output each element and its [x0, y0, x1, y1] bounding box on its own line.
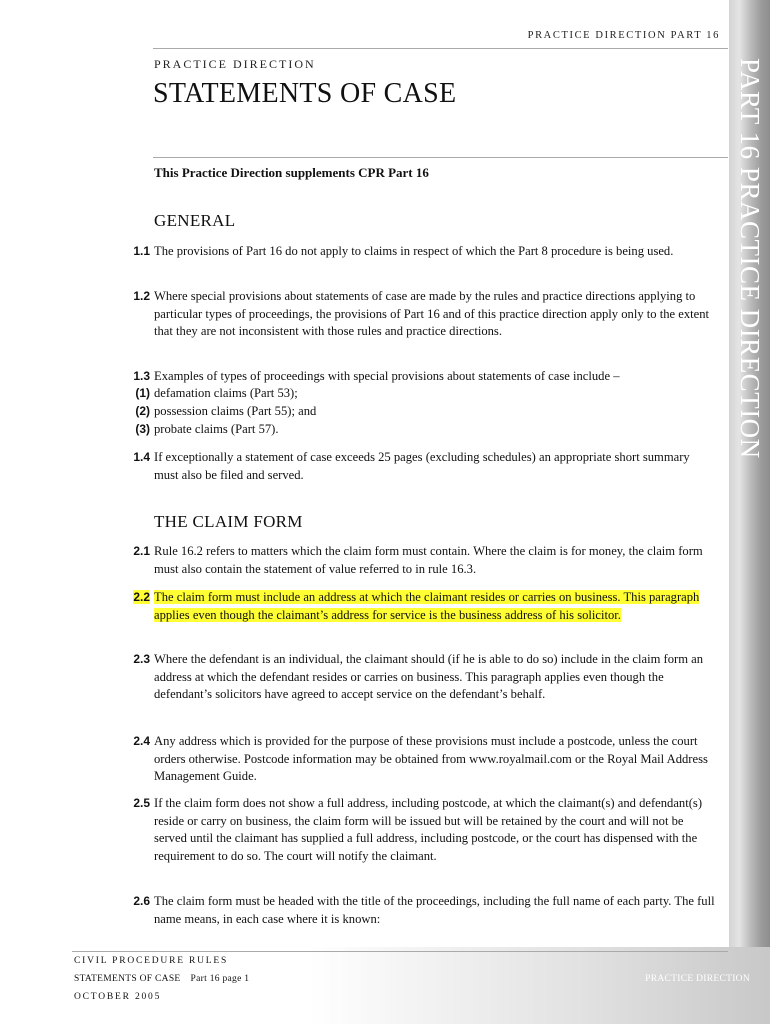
- paragraph-number: 1.2: [133, 289, 150, 303]
- paragraph-number: 1.1: [133, 244, 150, 258]
- paragraph-text: Any address which is provided for the purpose of these provisions must include a postcode, unless the court orders otherwise. Postcode information may be obtained from www.royalmail.com or the Royal Mail Address Management Guide.: [154, 734, 708, 783]
- paragraph-text: Examples of types of proceedings with special provisions about statements of case include –: [154, 369, 620, 383]
- paragraph-text: The claim form must be headed with the title of the proceedings, including the full name of each party. The full name means, in each case where it is known:: [154, 894, 715, 926]
- paragraph-2-3: [108, 651, 716, 704]
- list-item-3: [108, 421, 716, 439]
- list-text: probate claims (Part 57).: [154, 422, 279, 436]
- list-number: (2): [135, 404, 150, 418]
- section-heading-general: GENERAL: [154, 211, 236, 230]
- paragraph-number: 2.1: [133, 544, 150, 558]
- top-divider: [153, 48, 728, 49]
- paragraph-number: 2.5: [133, 796, 150, 810]
- paragraph-number: 2.4: [133, 734, 150, 748]
- practice-direction-label: PRACTICE DIRECTION: [154, 57, 316, 71]
- supplements-note: This Practice Direction supplements CPR Part 16: [154, 165, 429, 180]
- paragraph-number: 2.3: [133, 652, 150, 666]
- paragraph-text: Where the defendant is an individual, the claimant should (if he is able to do so) include in the claim form an address at which the defendant resides or carries on business. This paragraph applies even though the defendant’s solicitors have agreed to accept service on the defendant’s behalf.: [154, 652, 704, 701]
- paragraph-2-1: [108, 543, 716, 578]
- list-number: (1): [135, 386, 150, 400]
- paragraph-1-2: [108, 288, 716, 341]
- paragraph-number: [108, 589, 152, 624]
- paragraph-1-1: [108, 243, 716, 261]
- paragraph-2-6: [108, 893, 716, 928]
- paragraph-text: The provisions of Part 16 do not apply to claims in respect of which the Part 8 procedure is being used.: [154, 244, 674, 258]
- footer-page-number: Part 16 page 1: [190, 974, 250, 984]
- paragraph-text: Rule 16.2 refers to matters which the claim form must contain. Where the claim is for money, the claim form must also contain the statement of value referred to in rule 16.3.: [154, 544, 703, 576]
- paragraph-1-3: [108, 368, 716, 386]
- side-tab-label: PART 16 PRACTICE DIRECTION: [735, 58, 765, 459]
- footer-series: CIVIL PROCEDURE RULES: [74, 956, 229, 966]
- list-number: (3): [135, 422, 150, 436]
- list-item-2: [108, 403, 716, 421]
- paragraph-2-2-highlighted: [108, 589, 716, 624]
- paragraph-number: 1.3: [133, 369, 150, 383]
- footer-divider: [72, 951, 728, 952]
- paragraph-text: [152, 589, 716, 624]
- section-heading-claim-form: THE CLAIM FORM: [154, 512, 303, 531]
- list-text: defamation claims (Part 53);: [154, 386, 298, 400]
- paragraph-text: Where special provisions about statements of case are made by the rules and practice directions applying to particular types of proceedings, the provisions of Part 16 and of this practice direction apply only to the extent that they are not inconsistent with those rules and practice directions.: [154, 289, 710, 338]
- paragraph-2-4: [108, 733, 716, 786]
- footer-section: [74, 974, 249, 984]
- paragraph-number: 2.6: [133, 894, 150, 908]
- paragraph-text: If the claim form does not show a full address, including postcode, at which the claimant(s) and defendant(s) reside or carry on business, the claim form will be issued but will be retained by the court and will not be served until the claimant has supplied a full address, including postcode, or the court has dispensed with the requirement to do so. The court will notify the claimant.: [154, 796, 703, 863]
- running-head: PRACTICE DIRECTION PART 16: [527, 30, 720, 41]
- title-divider: [153, 157, 728, 158]
- footer-section-title: STATEMENTS OF CASE: [74, 974, 181, 984]
- paragraph-2-5: [108, 795, 716, 865]
- highlight: 2.2: [133, 590, 150, 604]
- paragraph-text: If exceptionally a statement of case exceeds 25 pages (excluding schedules) an appropriate short summary must also be filed and served.: [154, 450, 690, 482]
- list-text: possession claims (Part 55); and: [154, 404, 317, 418]
- page-title: STATEMENTS OF CASE: [153, 78, 457, 109]
- highlight: The claim form must include an address at which the claimant resides or carries on business. This paragraph applies even though the claimant’s address for service is the business address of his solicitor.: [154, 590, 700, 622]
- footer-right-label: PRACTICE DIRECTION: [645, 974, 750, 984]
- list-item-1: [108, 385, 716, 403]
- paragraph-number: 1.4: [133, 450, 150, 464]
- paragraph-1-4: [108, 449, 716, 484]
- footer-date: OCTOBER 2005: [74, 992, 162, 1002]
